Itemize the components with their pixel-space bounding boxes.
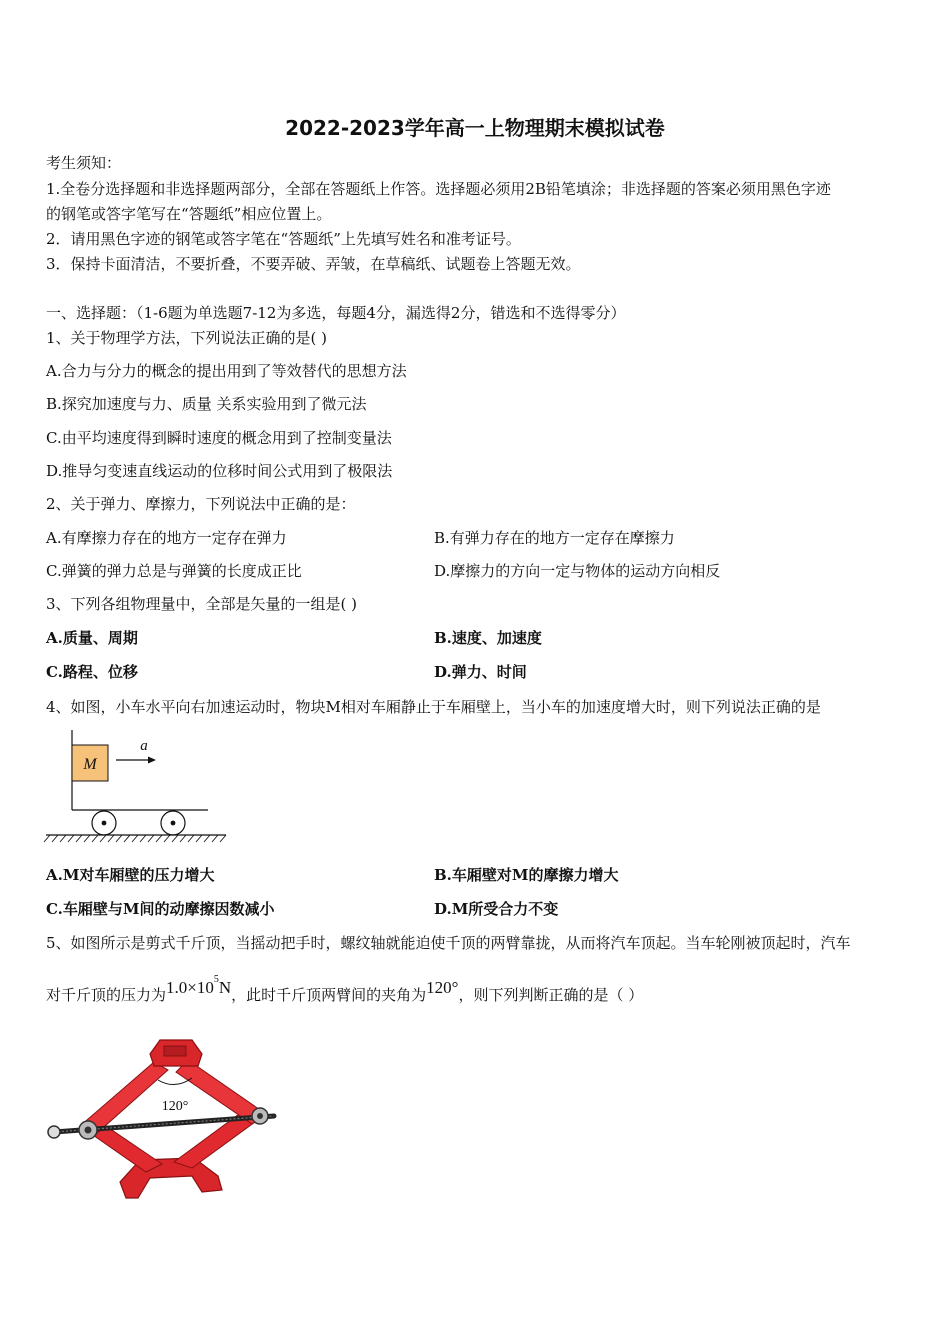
q2-stem: 2、关于弹力、摩擦力，下列说法中正确的是： bbox=[46, 495, 356, 513]
jack-angle-label: 120° bbox=[161, 1099, 189, 1114]
q1-stem: 1、关于物理学方法，下列说法正确的是( ) bbox=[46, 329, 328, 347]
q4-option-b: B.车厢壁对M的摩擦力增大 bbox=[434, 866, 619, 884]
page-title: 2022-2023学年高一上物理期末模拟试卷 bbox=[285, 116, 665, 140]
q3-option-b: B.速度、加速度 bbox=[434, 629, 542, 647]
force-unit: N bbox=[218, 978, 232, 997]
q5-stem-line-1: 5、如图所示是剪式千斤顶，当摇动把手时，螺纹轴就能迫使千顶的两臂靠拢，从而将汽车顶起。当车轮刚被顶起时，汽车 bbox=[46, 934, 851, 952]
q5-stem-post: ，则下列判断正确的是（ ） bbox=[458, 986, 644, 1004]
notice-line-2: 2．请用黑色字迹的钢笔或答字笔在“答题纸”上先填写姓名和准考证号。 bbox=[46, 230, 521, 248]
q5-stem-pre: 对千斤顶的压力为 bbox=[46, 986, 167, 1004]
cart-diagram bbox=[42, 724, 232, 846]
q1-option-a: A.合力与分力的概念的提出用到了等效替代的思想方法 bbox=[46, 362, 407, 380]
q5-stem-mid: ，此时千斤顶两臂间的夹角为 bbox=[231, 986, 427, 1004]
q2-option-c: C.弹簧的弹力总是与弹簧的长度成正比 bbox=[46, 562, 302, 580]
notice-line-1a: 1.全卷分选择题和非选择题两部分，全部在答题纸上作答。选择题必须用2B铅笔填涂；非选择题的答案必须用黑色字迹 bbox=[46, 180, 831, 198]
force-exponent: 5 bbox=[213, 974, 219, 985]
q4-stem: 4、如图，小车水平向右加速运动时，物块M相对车厢静止于车厢壁上，当小车的加速度增大时，则下列说法正确的是 bbox=[46, 698, 821, 716]
q3-option-d: D.弹力、时间 bbox=[434, 663, 527, 681]
q3-option-c: C.路程、位移 bbox=[46, 663, 138, 681]
q2-option-a: A.有摩擦力存在的地方一定存在弹力 bbox=[46, 529, 287, 547]
force-base: 1.0×10 bbox=[166, 978, 214, 997]
notice-line-1b: 的钢笔或答字笔写在“答题纸”相应位置上。 bbox=[46, 205, 332, 223]
q5-stem-line-2 bbox=[46, 974, 644, 1005]
block-m-label: M bbox=[83, 756, 97, 773]
notice-heading: 考生须知： bbox=[46, 154, 122, 172]
q1-option-b: B.探究加速度与力、质量 关系实验用到了微元法 bbox=[46, 395, 367, 413]
q3-option-a: A.质量、周期 bbox=[46, 629, 138, 647]
q1-option-c: C.由平均速度得到瞬时速度的概念用到了控制变量法 bbox=[46, 429, 392, 447]
q4-option-c: C.车厢壁与M间的动摩擦因数减小 bbox=[46, 900, 275, 918]
section-heading: 一、选择题：（1-6题为单选题7-12为多选，每题4分，漏选得2分，错选和不选得零分） bbox=[46, 304, 626, 322]
angle-value: 120° bbox=[426, 978, 459, 997]
scissor-jack-image bbox=[42, 1032, 278, 1208]
q2-option-d: D.摩擦力的方向一定与物体的运动方向相反 bbox=[434, 562, 721, 580]
force-value bbox=[166, 974, 232, 997]
q3-stem: 3、下列各组物理量中，全部是矢量的一组是( ) bbox=[46, 595, 358, 613]
q4-option-a: A.M对车厢壁的压力增大 bbox=[46, 866, 215, 884]
q4-option-d: D.M所受合力不变 bbox=[434, 900, 559, 918]
q1-option-d: D.推导匀变速直线运动的位移时间公式用到了极限法 bbox=[46, 462, 393, 480]
acceleration-label: a bbox=[140, 738, 148, 754]
q2-option-b: B.有弹力存在的地方一定存在摩擦力 bbox=[434, 529, 675, 547]
notice-line-3: 3．保持卡面清洁，不要折叠，不要弄破、弄皱，在草稿纸、试题卷上答题无效。 bbox=[46, 255, 581, 273]
